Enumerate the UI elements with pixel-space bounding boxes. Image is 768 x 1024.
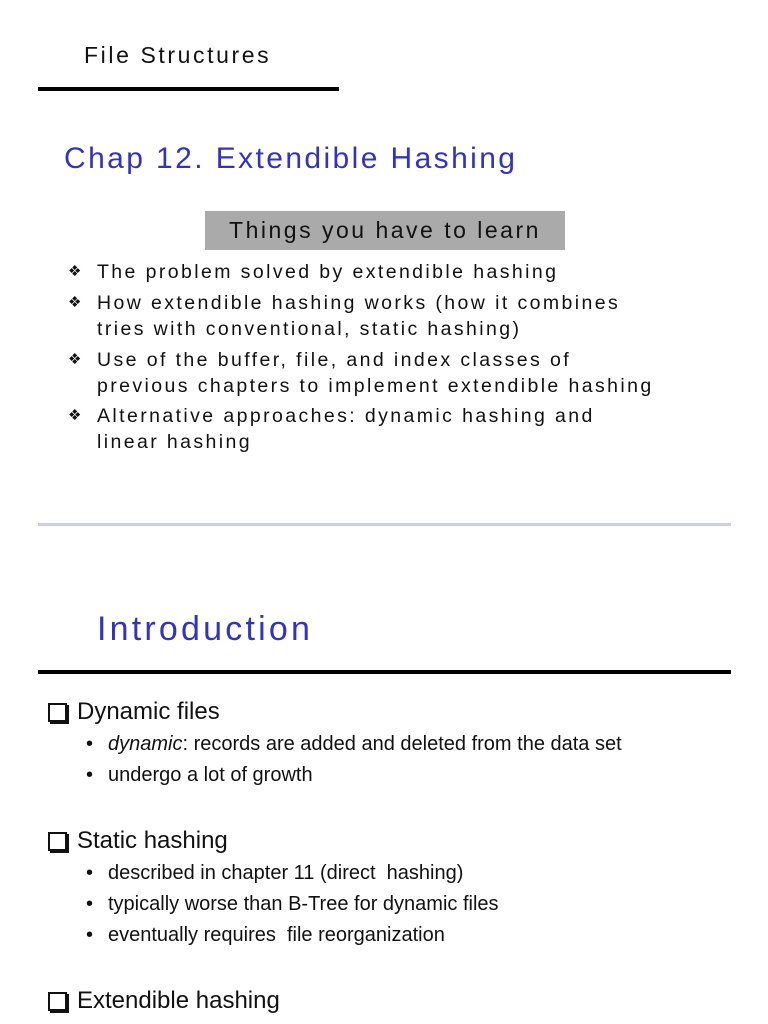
objective-text: Use of the buffer, file, and index classes of	[97, 349, 572, 371]
list-item-text: described in chapter 11 (direct hashing)	[108, 862, 464, 884]
section-heading	[48, 827, 228, 855]
objective-text: previous chapters to implement extendible hashing	[97, 375, 654, 397]
bullet-icon: •	[86, 893, 94, 915]
diamond-bullet-icon: ❖	[68, 351, 82, 368]
list-item	[86, 924, 445, 947]
header-rule	[38, 87, 339, 91]
section-heading-text: Static hashing	[77, 827, 228, 854]
section-heading-text: Dynamic files	[77, 698, 220, 725]
objective-item	[68, 259, 558, 285]
diamond-bullet-icon: ❖	[68, 407, 82, 424]
list-item-text: typically worse than B-Tree for dynamic files	[108, 893, 499, 915]
list-item	[86, 733, 622, 756]
list-item	[86, 764, 313, 787]
slide-separator	[38, 523, 731, 526]
checkbox-bullet-icon	[48, 703, 67, 722]
diamond-bullet-icon: ❖	[68, 263, 82, 280]
objective-text: linear hashing	[97, 431, 253, 453]
objective-text: Alternative approaches: dynamic hashing and	[97, 405, 595, 427]
bullet-icon: •	[86, 733, 94, 755]
checkbox-bullet-icon	[48, 992, 67, 1011]
bullet-icon: •	[86, 862, 94, 884]
list-item-text: undergo a lot of growth	[108, 764, 313, 786]
emphasis-text: dynamic	[108, 733, 183, 755]
chapter-title: Chap 12. Extendible Hashing	[64, 142, 518, 175]
list-item	[86, 893, 499, 916]
objective-item	[68, 347, 654, 399]
title-rule	[38, 670, 731, 674]
section-heading-text: Extendible hashing	[77, 987, 280, 1014]
learn-box-label: Things you have to learn	[205, 211, 565, 250]
objective-item	[68, 290, 620, 342]
intro-title: Introduction	[97, 610, 314, 648]
objective-item	[68, 403, 595, 455]
bullet-icon: •	[86, 764, 94, 786]
checkbox-bullet-icon	[48, 832, 67, 851]
bullet-icon: •	[86, 924, 94, 946]
course-header: File Structures	[84, 42, 272, 68]
objective-text: tries with conventional, static hashing)	[97, 318, 522, 340]
list-item	[86, 862, 463, 885]
objective-text: How extendible hashing works (how it combines	[97, 292, 621, 314]
list-item-text: : records are added and deleted from the data set	[182, 733, 622, 755]
section-heading	[48, 698, 220, 726]
list-item-text: eventually requires file reorganization	[108, 924, 445, 946]
objective-text: The problem solved by extendible hashing	[97, 261, 559, 283]
diamond-bullet-icon: ❖	[68, 294, 82, 311]
section-heading	[48, 987, 280, 1015]
